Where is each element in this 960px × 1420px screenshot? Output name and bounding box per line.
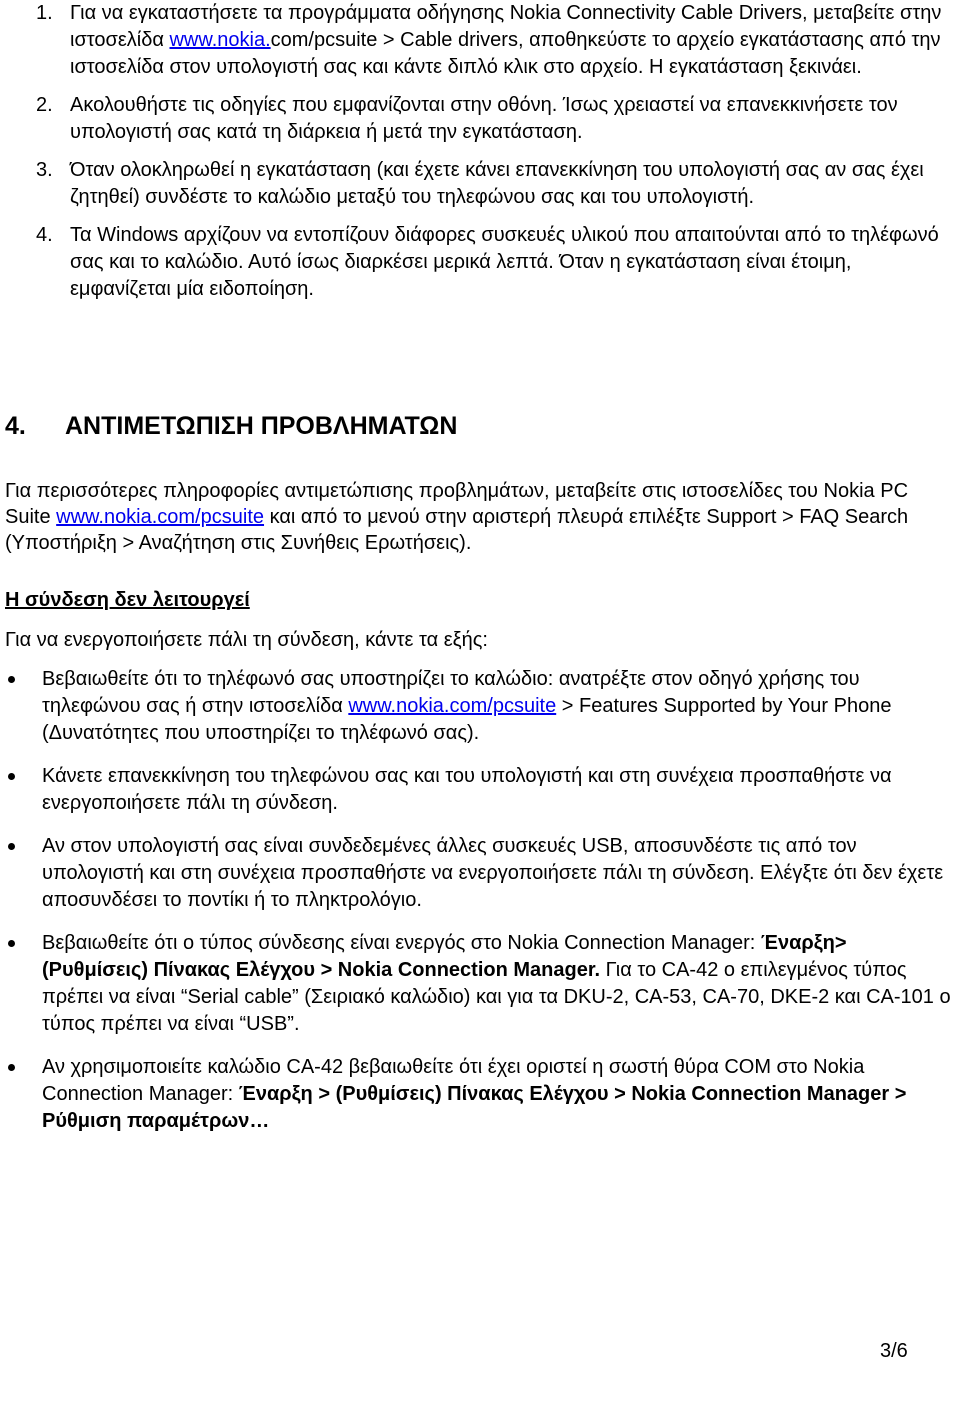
step-number: 2.	[36, 94, 53, 116]
bullet-icon	[8, 1064, 15, 1071]
bullet-menu-path: Έναρξη> (Ρυθμίσεις) Πίνακας Ελέγχου > Nokia Connection Manager.	[42, 932, 847, 981]
bullet-item	[0, 1054, 960, 1135]
step-2	[0, 92, 960, 146]
page-number: 3/6	[880, 1340, 908, 1362]
step-3	[0, 157, 960, 211]
bullet-item	[0, 763, 960, 817]
intro-text: και από το μενού στην αριστερή πλευρά επιλέξτε Support > FAQ Search (Υποστήριξη > Αναζήτηση στις Συνήθεις Ερωτήσεις).	[5, 506, 909, 554]
step-1	[0, 0, 960, 81]
pcsuite-link[interactable]: www.nokia.com/pcsuite	[56, 506, 265, 528]
troubleshooting-bullets	[0, 666, 960, 1151]
step-text: Όταν ολοκληρωθεί η εγκατάσταση (και έχετε κάνει επανεκκίνηση του υπολογιστή σας αν σας έχει ζητηθεί) συνδέστε το καλώδιο μεταξύ του τηλεφώνου σας και του υπολογιστή.	[70, 159, 924, 208]
lead-text: Για να ενεργοποιήσετε πάλι τη σύνδεση, κάντε τα εξής:	[5, 629, 488, 651]
step-4	[0, 222, 960, 303]
bullet-icon	[8, 843, 15, 850]
bullet-text: Για το CA-42 ο επιλεγμένος τύπος πρέπει να είναι “Serial cable” (Σειριακό καλώδιο) και για τα DKU-2, CA-53, CA-70, DKE-2 και CA-101 ο τύπος πρέπει να είναι “USB”.	[42, 959, 951, 1035]
bullet-icon	[8, 676, 15, 683]
bullet-text: Αν χρησιμοποιείτε καλώδιο CA-42 βεβαιωθείτε ότι έχει οριστεί η σωστή θύρα COM στο Nokia Connection Manager:	[42, 1056, 865, 1105]
intro-text: Για περισσότερες πληροφορίες αντιμετώπισης προβλημάτων, μεταβείτε στις ιστοσελίδες του Nokia PC Suite	[5, 480, 909, 528]
pcsuite-link[interactable]: www.nokia.	[169, 29, 271, 51]
step-text: Τα Windows αρχίζουν να εντοπίζουν διάφορες συσκευές υλικού που απαιτούνται από το τηλέφωνό σας και το καλώδιο. Αυτό ίσως διαρκέσει μερικά λεπτά. Όταν η εγκατάσταση είναι έτοιμη, εμφανίζεται μία ειδοποίηση.	[70, 224, 939, 300]
section-title: ΑΝΤΙΜΕΤΩΠΙΣΗ ΠΡΟΒΛΗΜΑΤΩΝ	[65, 412, 458, 440]
install-steps-list	[0, 0, 960, 314]
bullet-text: Αν στον υπολογιστή σας είναι συνδεδεμένες άλλες συσκευές USB, αποσυνδέστε τις από τον υπολογιστή και στη συνέχεια προσπαθήστε να ενεργοποιήσετε πάλι τη σύνδεση. Ελέγξτε ότι δεν έχετε αποσυνδέσει το ποντίκι ή το πληκτρολόγιο.	[42, 835, 944, 911]
bullet-item	[0, 930, 960, 1038]
bullet-icon	[8, 940, 15, 947]
pcsuite-link[interactable]: www.nokia.com/pcsuite	[348, 695, 557, 717]
bullet-item	[0, 666, 960, 747]
section-heading	[5, 410, 457, 442]
bullet-text: Βεβαιωθείτε ότι το τηλέφωνό σας υποστηρίζει το καλώδιο: ανατρέξτε στον οδηγό χρήσης του τηλεφώνου σας ή στην ιστοσελίδα	[42, 668, 860, 717]
bullet-text: > Features Supported by Your Phone (Δυνατότητες που υποστηρίζει το τηλέφωνό σας).	[42, 695, 892, 744]
troubleshooting-intro	[5, 478, 950, 556]
step-text: com/pcsuite > Cable drivers, αποθηκεύστε το αρχείο εγκατάστασης από την ιστοσελίδα στον υπολογιστή σας και κάντε διπλό κλικ στο αρχείο. Η εγκατάσταση ξεκινάει.	[70, 29, 941, 78]
connection-subheading: Η σύνδεση δεν λειτουργεί	[5, 589, 250, 611]
step-number: 1.	[36, 2, 53, 24]
bullet-text: Κάνετε επανεκκίνηση του τηλεφώνου σας και του υπολογιστή και στη συνέχεια προσπαθήστε να ενεργοποιήσετε πάλι τη σύνδεση.	[42, 765, 892, 814]
step-number: 3.	[36, 159, 53, 181]
section-number: 4.	[5, 412, 26, 440]
bullet-text: Βεβαιωθείτε ότι ο τύπος σύνδεσης είναι ενεργός στο Nokia Connection Manager:	[42, 932, 761, 954]
bullet-item	[0, 833, 960, 914]
bullet-menu-path: Έναρξη > (Ρυθμίσεις) Πίνακας Ελέγχου > Nokia Connection Manager > Ρύθμιση παραμέτρων…	[42, 1083, 907, 1132]
step-text: Ακολουθήστε τις οδηγίες που εμφανίζονται στην οθόνη. Ίσως χρειαστεί να επανεκκινήσετε τον υπολογιστή σας κατά τη διάρκεια ή μετά την εγκατάσταση.	[70, 94, 898, 143]
step-text: Για να εγκαταστήσετε τα προγράμματα οδήγησης Nokia Connectivity Cable Drivers, μεταβείτε στην ιστοσελίδα	[70, 2, 942, 51]
bullet-icon	[8, 773, 15, 780]
step-number: 4.	[36, 224, 53, 246]
